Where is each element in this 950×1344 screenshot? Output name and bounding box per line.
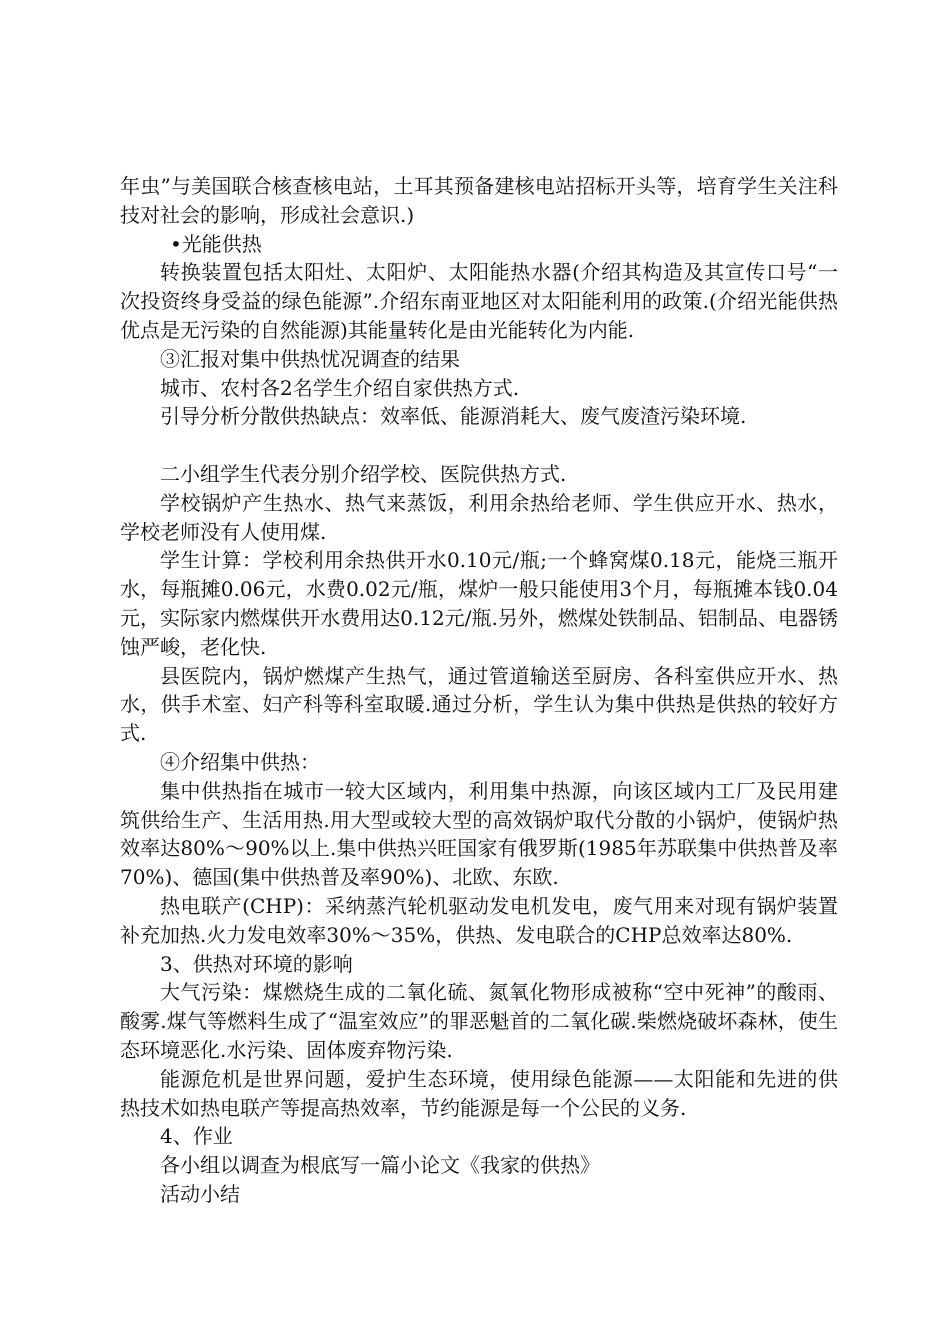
paragraph-group-two: 二小组学生代表分别介绍学校、医院供热方式. [160, 461, 567, 486]
paragraph-county-hospital: 县医院内，锅炉燃煤产生热气，通过管道输送至厨房、各科室供应开水、热水，供手术室、妇产科等科室取暖.通过分析，学生认为集中供热是供热的较好方式. [120, 663, 838, 746]
paragraph-student-calculation: 学生计算：学校利用余热供开水0.10元/瓶;一个蜂窝煤0.18元，能烧三瓶开水，每瓶摊0.06元，水费0.02元/瓶，煤炉一般只能使用3个月，每瓶摊本钱0.04元，实际家内燃煤供开水费用达0.12元/瓶.另外，燃煤处铁制品、铝制品、电器锈蚀严峻，老化快. [120, 548, 838, 659]
bullet-heading-solar-heating: •光能供热 [170, 231, 262, 256]
paragraph-decentralized-drawbacks: 引导分析分散供热缺点：效率低、能源消耗大、废气废渣污染环境. [160, 404, 747, 429]
document-body [120, 172, 838, 1209]
paragraph-homework-heading: 4、作业 [160, 1124, 233, 1149]
paragraph-school-boiler: 学校锅炉产生热水、热气来蒸饭，利用余热给老师、学生供应开水、热水，学校老师没有人使用煤. [120, 490, 838, 544]
paragraph-air-pollution: 大气污染：煤燃烧生成的二氧化硫、氮氧化物形成被称“空中死神”的酸雨、酸雾.煤气等燃料生成了“温室效应”的罪恶魁首的二氧化碳.柴燃烧破坏森林，使生态环境恶化.水污染、固体废弃物污染. [120, 980, 838, 1062]
paragraph-solar-devices: 转换装置包括太阳灶、太阳炉、太阳能热水器(介绍其构造及其宣传口号“一次投资终身受益的绿色能源”.介绍东南亚地区对太阳能利用的政策.(介绍光能供热优点是无污染的自然能源)其能量转化是由光能转化为内能. [120, 260, 838, 342]
paragraph-students-intro: 城市、农村各2名学生介绍自家供热方式. [160, 375, 520, 400]
blank-line [120, 431, 838, 460]
paragraph-central-heating-heading: ④介绍集中供热： [160, 749, 320, 774]
paragraph-environment-heading: 3、供热对环境的影响 [160, 951, 353, 976]
paragraph-chp: 热电联产(CHP)：采纳蒸汽轮机驱动发电机发电，废气用来对现有锅炉装置补充加热.火力发电效率30%～35%，供热、发电联合的CHP总效率达80%. [120, 893, 838, 947]
paragraph-homework-task: 各小组以调查为根底写一篇小论文《我家的供热》 [160, 1153, 600, 1178]
paragraph-energy-crisis: 能源危机是世界问题，爱护生态环境，使用绿色能源——太阳能和先进的供热技术如热电联产等提高热效率，节约能源是每一个公民的义务. [120, 1066, 838, 1120]
paragraph-activity-summary: 活动小结 [160, 1181, 240, 1206]
paragraph-report-heading: ③汇报对集中供热忧况调查的结果 [160, 346, 460, 371]
paragraph-central-heating-definition: 集中供热指在城市一较大区域内，利用集中热源，向该区域内工厂及民用建筑供给生产、生活用热.用大型或较大型的高效锅炉取代分散的小锅炉，使锅炉热效率达80%～90%以上.集中供热兴旺国家有俄罗斯(1985年苏联集中供热普及率70%)、德国(集中供热普及率90%)、北欧、东欧. [120, 778, 838, 890]
paragraph-continuation: 年虫”与美国联合核查核电站，土耳其预备建核电站招标开头等，培育学生关注科技对社会的影响，形成社会意识.) [120, 174, 838, 227]
